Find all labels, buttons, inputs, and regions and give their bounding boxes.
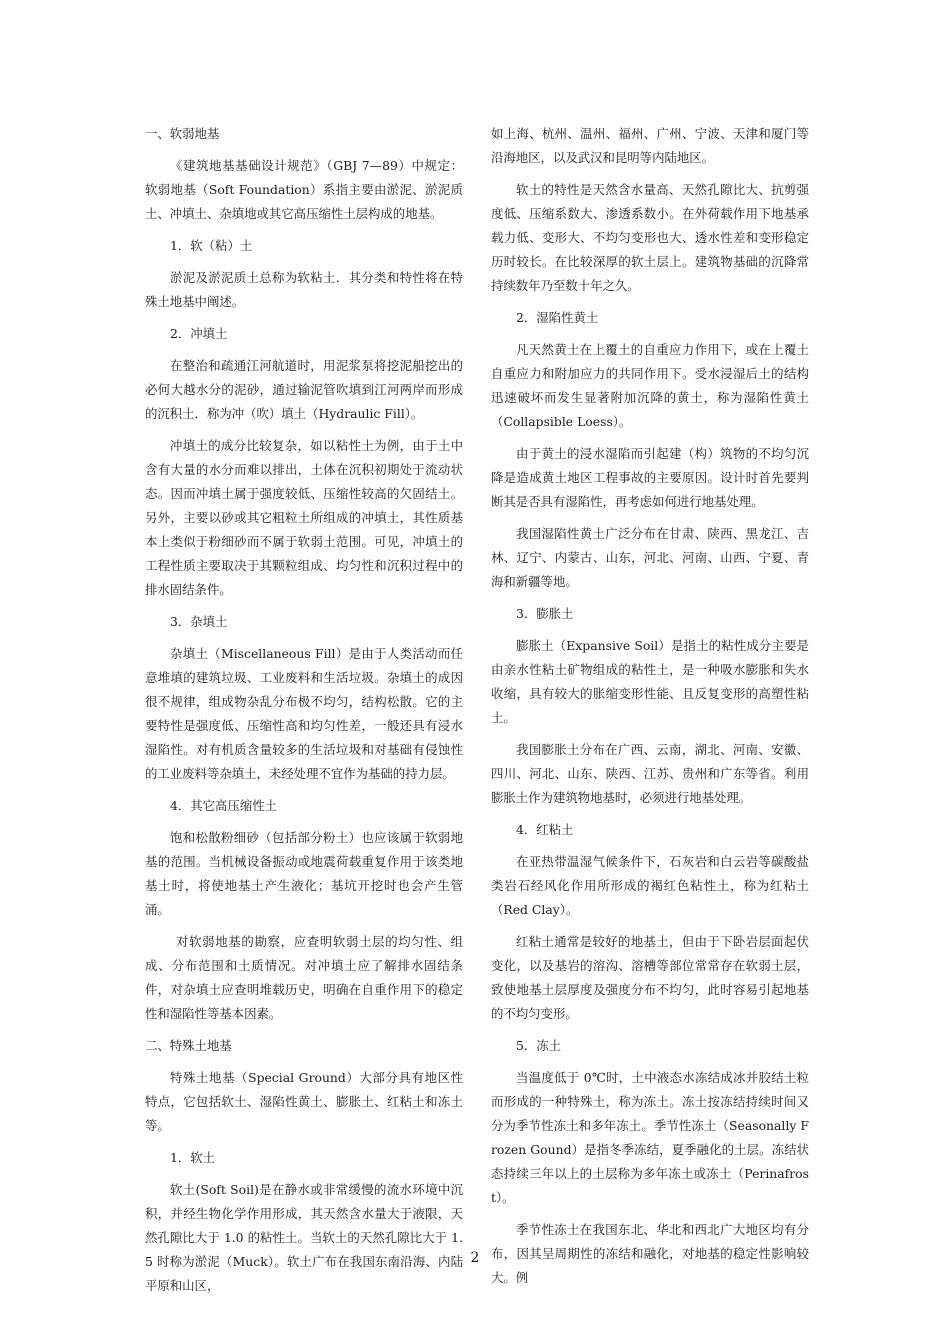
subsection-heading: 4．红粘土 (516, 822, 574, 837)
paragraph: 在亚热带温湿气候条件下，石灰岩和白云岩等碳酸盐类岩石经风化作用所形成的褐红色粘性土，称为红粘土（Red Clay）。 (491, 854, 809, 917)
paragraph: 季节性冻土在我国东北、华北和西北广大地区均有分布，因其呈周期性的冻结和融化，对地基的稳定性影响较大。例 (491, 1222, 809, 1285)
subsection-heading: 5．冻土 (516, 1038, 562, 1053)
paragraph: 当温度低于 0℃时，土中液态水冻结成冰并胶结土粒而形成的一种特殊土，称为冻土。冻土按冻结持续时间又分为季节性冻土和多年冻土。季节性冻土（Seasonally Frozen Gound）是指冬季冻结，夏季融化的土层。冻结状态持续三年以上的土层称为多年冻土或冻土（Perinafrost）。 (491, 1070, 809, 1205)
section-heading: 二、特殊土地基 (145, 1038, 232, 1053)
paragraph: 我国湿陷性黄土广泛分布在甘肃、陕西、黑龙江、吉林、辽宁、内蒙古、山东，河北、河南、山西、宁夏、青海和新疆等地。 (491, 526, 809, 589)
right-column (491, 122, 809, 1298)
section-heading: 一、软弱地基 (145, 126, 220, 141)
paragraph: 如上海、杭州、温州、福州、广州、宁波、天津和厦门等沿海地区，以及武汉和昆明等内陆地区。 (491, 126, 809, 165)
paragraph: 《建筑地基基础设计规范》（GBJ 7—89）中规定：软弱地基（Soft Foundation）系指主要由淤泥、淤泥质土、冲填土、杂填地或其它高压缩性土层构成的地基。 (145, 158, 463, 221)
paragraph: 在整治和疏通江河航道时，用泥浆泵将挖泥船挖出的必何大越水分的泥砂，通过输泥管吹填到江河两岸而形成的沉积土．称为冲（吹）填土（Hydraulic Fill）。 (145, 358, 463, 421)
paragraph: 红粘土通常是较好的地基土，但由于下卧岩层面起伏变化，以及基岩的溶沟、溶槽等部位常常存在软弱土层，致使地基土层厚度及强度分布不均匀，此时容易引起地基的不均匀变形。 (491, 934, 809, 1021)
paragraph: 由于黄土的浸水湿陷而引起建（构）筑物的不均匀沉降是造成黄土地区工程事故的主要原因。设计时首先要判断其是否具有湿陷性，再考虑如何进行地基处理。 (491, 446, 809, 509)
subsection-heading: 3．杂填土 (170, 614, 228, 629)
subsection-heading: 3．膨胀土 (516, 606, 574, 621)
paragraph: 杂填土（Miscellaneous Fill）是由于人类活动而任意堆填的建筑垃圾、工业废料和生活垃圾。杂填土的成因很不规律，组成物杂乱分布极不均匀，结构松散。它的主要特性是强度低、压缩性高和均匀性差，一般还具有浸水湿陷性。对有机质含量较多的生活垃圾和对基础有侵蚀性的工业废料等杂填土，未经处理不宜作为基础的持力层。 (145, 646, 463, 781)
paragraph: 软土(Soft Soil)是在静水或非常缓慢的流水环境中沉积，并经生物化学作用形成，其天然含水量大于液限，天然孔隙比大于 1.0 的粘性土。当软土的天然孔隙比大于 1.5 时称为淤泥（Muck）。软土广布在我国东南沿海、内陆平原和山区， (145, 1182, 463, 1293)
paragraph: 软土的特性是天然含水量高、天然孔隙比大、抗剪强度低、压缩系数大、渗透系数小。在外荷载作用下地基承载力低、变形大、不均匀变形也大、透水性差和变形稳定历时较长。在比较深厚的软土层上。建筑物基础的沉降常持续数年乃至数十年之久。 (491, 182, 809, 293)
paragraph: 我国膨胀土分布在广西、云南，湖北、河南、安徽、四川、河北、山东、陕西、江苏、贵州和广东等省。利用膨胀土作为建筑物地基时，必须进行地基处理。 (491, 742, 809, 805)
paragraph: 饱和松散粉细砂（包括部分粉土）也应该属于软弱地基的范围。当机械设备振动或地震荷载重复作用于该类地基土时，将使地基土产生液化；基坑开挖时也会产生管涌。 (145, 830, 463, 917)
subsection-heading: 2．冲填土 (170, 326, 228, 341)
page-number: 2 (470, 1250, 480, 1266)
left-column (145, 122, 463, 1306)
subsection-heading: 4．其它高压缩性土 (170, 798, 278, 813)
paragraph: 凡天然黄土在上覆土的自重应力作用下，或在上覆土自重应力和附加应力的共同作用下。受水浸湿后土的结构迅速破坏而发生显著附加沉降的黄土，称为湿陷性黄土（Collapsible Loess）。 (491, 342, 809, 429)
subsection-heading: 2．湿陷性黄土 (516, 310, 599, 325)
paragraph: 对软弱地基的勘察，应查明软弱土层的均匀性、组成、分布范围和土质情况。对冲填土应了解排水固结条件，对杂填土应查明堆载历史，明确在自重作用下的稳定性和湿陷性等基本因素。 (145, 934, 463, 1021)
subsection-heading: 1．软土 (170, 1150, 216, 1165)
paragraph: 特殊土地基（Special Ground）大部分具有地区性特点，它包括软土、湿陷性黄土、膨胀土、红粘土和冻土等。 (145, 1070, 463, 1133)
paragraph: 冲填土的成分比较复杂，如以粘性土为例，由于土中含有大量的水分而难以排出，土体在沉积初期处于流动状态。因而冲填土属于强度较低、压缩性较高的欠固结土。另外，主要以砂或其它粗粒土所组成的冲填土，其性质基本上类似于粉细砂而不属于软弱土范围。可见，冲填土的工程性质主要取决于其颗粒组成、均匀性和沉积过程中的排水固结条件。 (145, 438, 463, 597)
paragraph: 淤泥及淤泥质土总称为软粘土．其分类和特性将在特殊土地基中阐述。 (145, 270, 463, 309)
paragraph: 膨胀土（Expansive Soil）是指土的粘性成分主要是由亲水性粘土矿物组成的粘性土，是一种吸水膨胀和失水收缩，具有较大的胀缩变形性能、且反复变形的高塑性粘土。 (491, 638, 809, 725)
subsection-heading: 1．软（粘）土 (170, 238, 253, 253)
